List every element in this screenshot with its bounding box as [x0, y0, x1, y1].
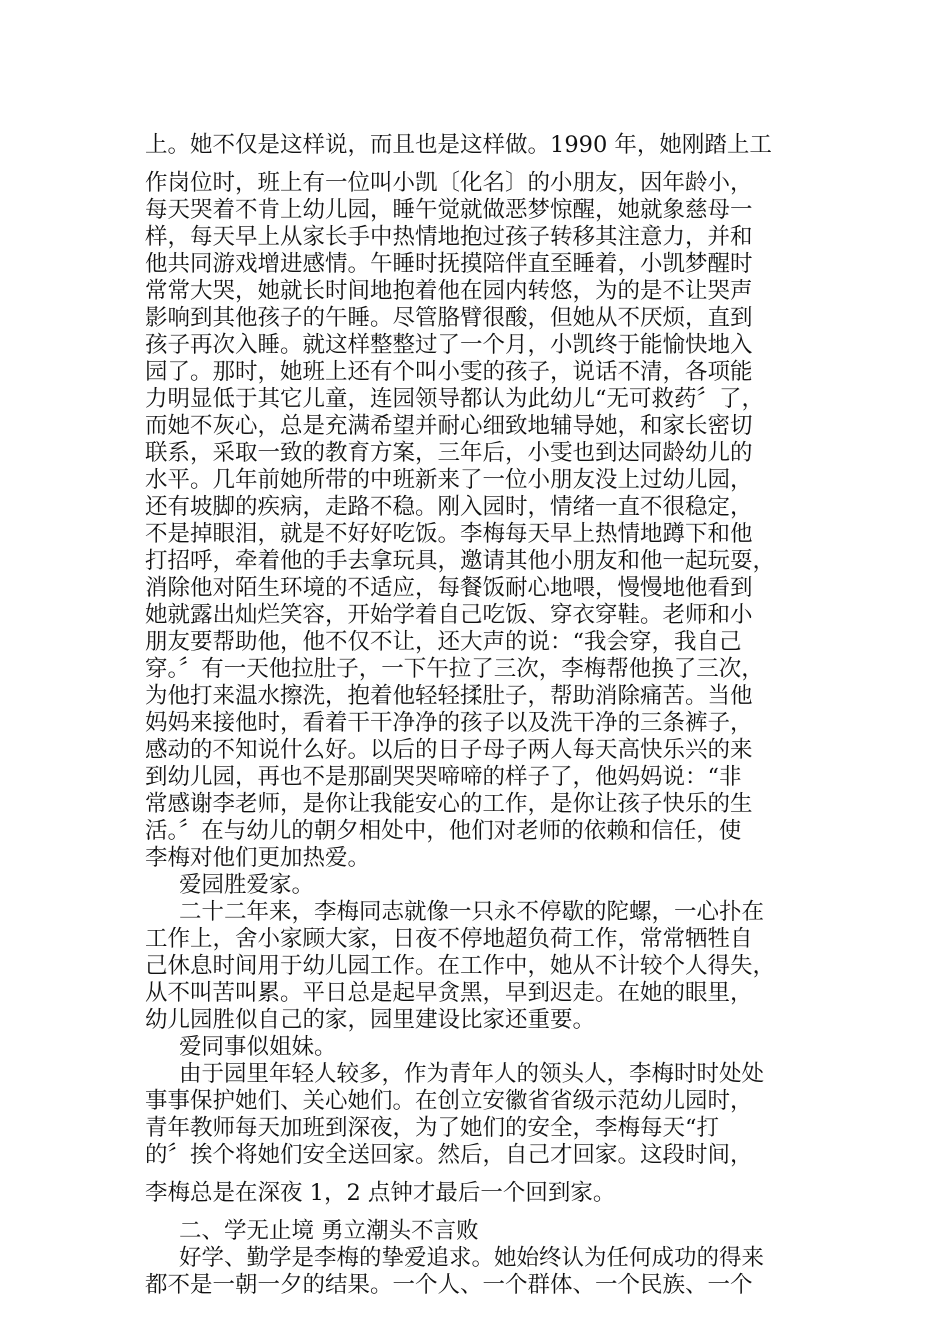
text-line: 李梅总是在深夜 1，2 点钟才最后一个回到家。 — [145, 1180, 616, 1206]
text-line: 事事保护她们、关心她们。在创立安徽省省级示范幼儿园时， — [145, 1088, 753, 1114]
text-line: 他共同游戏增进感情。午睡时抚摸陪伴直至睡着，小凯梦醒时 — [145, 251, 753, 277]
text-line: 每天哭着不肯上幼儿园，睡午觉就做恶梦惊醒，她就象慈母一 — [145, 197, 753, 223]
text-line: 而她不灰心，总是充满希望并耐心细致地辅导她，和家长密切 — [145, 413, 753, 439]
text-line: 上。她不仅是这样说，而且也是这样做。1990 年，她刚踏上工 — [145, 132, 772, 158]
text-line: 联系，采取一致的教育方案，三年后，小雯也到达同龄幼儿的 — [145, 440, 753, 466]
text-line: 己休息时间用于幼儿园工作。在工作中，她从不计较个人得失， — [145, 953, 776, 979]
section-heading: 爱园胜爱家。 — [179, 872, 315, 898]
text-line: 二十二年来，李梅同志就像一只永不停歇的陀螺，一心扑在 — [179, 899, 765, 925]
document-body — [145, 132, 807, 1299]
text-line: 感动的不知说什么好。以后的日子母子两人每天高快乐兴的来 — [145, 737, 753, 763]
text-line: 常感谢李老师，是你让我能安心的工作，是你让孩子快乐的生 — [145, 791, 753, 817]
text-line: 消除他对陌生环境的不适应，每餐饭耐心地喂，慢慢地他看到 — [145, 575, 753, 601]
text-line: 为他打来温水擦洗，抱着他轻轻揉肚子，帮助消除痛苦。当他 — [145, 683, 753, 709]
text-line: 好学、勤学是李梅的挚爱追求。她始终认为任何成功的得来 — [179, 1245, 765, 1271]
text-line: 水平。几年前她所带的中班新来了一位小朋友没上过幼儿园， — [145, 467, 753, 493]
text-line: 朋友要帮助他，他不仅不让，还大声的说：“我会穿，我自己 — [145, 629, 742, 655]
text-line: 从不叫苦叫累。平日总是起早贪黑，早到迟走。在她的眼里， — [145, 980, 753, 1006]
text-line: 由于园里年轻人较多，作为青年人的领头人，李梅时时处处 — [179, 1061, 765, 1087]
text-line: 力明显低于其它儿童，连园领导都认为此幼儿“无可救药〞了， — [145, 386, 765, 412]
text-line: 园了。那时，她班上还有个叫小雯的孩子，说话不清，各项能 — [145, 359, 753, 385]
text-line: 幼儿园胜似自己的家，园里建设比家还重要。 — [145, 1007, 596, 1033]
text-line: 妈妈来接他时，看着干干净净的孩子以及洗干净的三条裤子， — [145, 710, 753, 736]
text-line: 打招呼，牵着他的手去拿玩具，邀请其他小朋友和他一起玩耍， — [145, 548, 776, 574]
text-line: 工作上，舍小家顾大家，日夜不停地超负荷工作，常常牺牲自 — [145, 926, 753, 952]
text-line: 穿。〞有一天他拉肚子，一下午拉了三次，李梅帮他换了三次， — [145, 656, 764, 682]
text-line: 青年教师每天加班到深夜，为了她们的安全，李梅每天“打 — [145, 1115, 720, 1141]
text-line: 作岗位时，班上有一位叫小凯〔化名〕的小朋友，因年龄小， — [145, 170, 753, 196]
text-line: 不是掉眼泪，就是不好好吃饭。李梅每天早上热情地蹲下和他 — [145, 521, 753, 547]
text-line: 都不是一朝一夕的结果。一个人、一个群体、一个民族、一个 — [145, 1272, 753, 1298]
text-line: 她就露出灿烂笑容，开始学着自己吃饭、穿衣穿鞋。老师和小 — [145, 602, 753, 628]
text-line: 常常大哭，她就长时间地抱着他在园内转悠，为的是不让哭声 — [145, 278, 753, 304]
text-line: 样，每天早上从家长手中热情地抱过孩子转移其注意力，并和 — [145, 224, 753, 250]
text-line: 到幼儿园，再也不是那副哭哭啼啼的样子了，他妈妈说：“非 — [145, 764, 742, 790]
text-line: 孩子再次入睡。就这样整整过了一个月，小凯终于能愉快地入 — [145, 332, 753, 358]
text-line: 活。〞在与幼儿的朝夕相处中，他们对老师的依赖和信任，使 — [145, 818, 742, 844]
text-line: 影响到其他孩子的午睡。尽管胳臂很酸，但她从不厌烦，直到 — [145, 305, 753, 331]
section-heading: 二、学无止境 勇立潮头不言败 — [179, 1218, 479, 1244]
section-heading: 爱同事似姐妹。 — [179, 1034, 337, 1060]
text-line: 的〞挨个将她们安全送回家。然后，自己才回家。这段时间， — [145, 1142, 753, 1168]
text-line: 还有坡脚的疾病，走路不稳。刚入园时，情绪一直不很稳定， — [145, 494, 753, 520]
text-line: 李梅对他们更加热爱。 — [145, 845, 371, 871]
